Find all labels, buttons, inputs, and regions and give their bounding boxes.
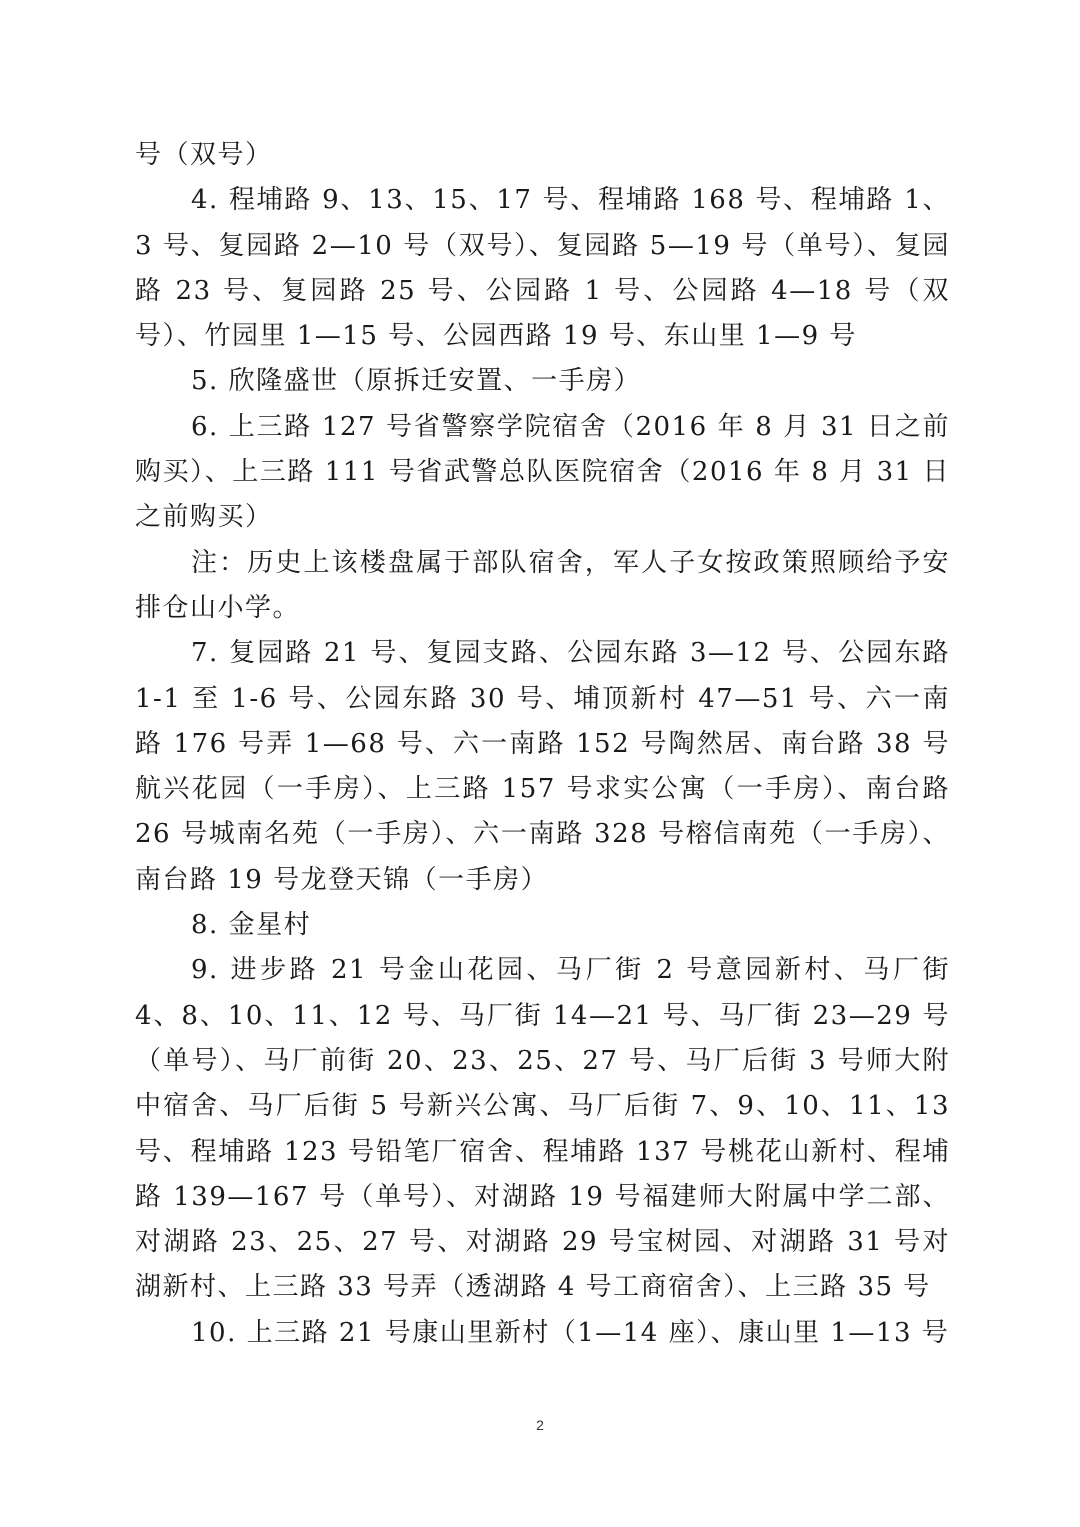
document-body: [135, 133, 950, 1356]
paragraph-item-6: 6. 上三路 127 号省警察学院宿舍（2016 年 8 月 31 日之前购买）、上三路 111 号省武警总队医院宿舍（2016 年 8 月 31 日之前购买）: [135, 411, 950, 533]
paragraph-item-9: 9. 进步路 21 号金山花园、马厂街 2 号意园新村、马厂街 4、8、10、11、12 号、马厂街 14—21 号、马厂街 23—29 号（单号）、马厂前街 20、23、25、27 号、马厂后街 3 号师大附中宿舍、马厂后街 5 号新兴公寓、马厂后街 7、9、10、11、13 号、程埔路 123 号铅笔厂宿舍、程埔路 137 号桃花山新村、程埔路 139—167 号（单号）、对湖路 19 号福建师大附属中学二部、对湖路 23、25、27 号、对湖路 29 号宝树园、对湖路 31 号对湖新村、上三路 33 号弄（透湖路 4 号工商宿舍）、上三路 35 号: [135, 955, 950, 1303]
page-number: 2: [536, 1417, 544, 1433]
paragraph-continuation: 号（双号）: [135, 140, 273, 170]
paragraph-note: 注：历史上该楼盘属于部队宿舍，军人子女按政策照顾给予安排仓山小学。: [135, 547, 950, 623]
paragraph-item-7: 7. 复园路 21 号、复园支路、公园东路 3—12 号、公园东路 1-1 至 1-6 号、公园东路 30 号、埔顶新村 47—51 号、六一南路 176 号弄 1—68 号、六一南路 152 号陶然居、南台路 38 号航兴花园（一手房）、上三路 157 号求实公寓（一手房）、南台路 26 号城南名苑（一手房）、六一南路 328 号榕信南苑（一手房）、南台路 19 号龙登天锦（一手房）: [135, 638, 950, 895]
paragraph-item-5: 5. 欣隆盛世（原拆迁安置、一手房）: [191, 366, 642, 397]
paragraph-item-10: 10. 上三路 21 号康山里新村（1—14 座）、康山里 1—13 号: [191, 1317, 950, 1348]
paragraph-item-4: 4. 程埔路 9、13、15、17 号、程埔路 168 号、程埔路 1、3 号、复园路 2—10 号（双号）、复园路 5—19 号（单号）、复园路 23 号、复园路 25 号、公园路 1 号、公园路 4—18 号（双号）、竹园里 1—15 号、公园西路 19 号、东山里 1—9 号: [135, 185, 950, 352]
paragraph-item-8: 8. 金星村: [191, 910, 312, 941]
